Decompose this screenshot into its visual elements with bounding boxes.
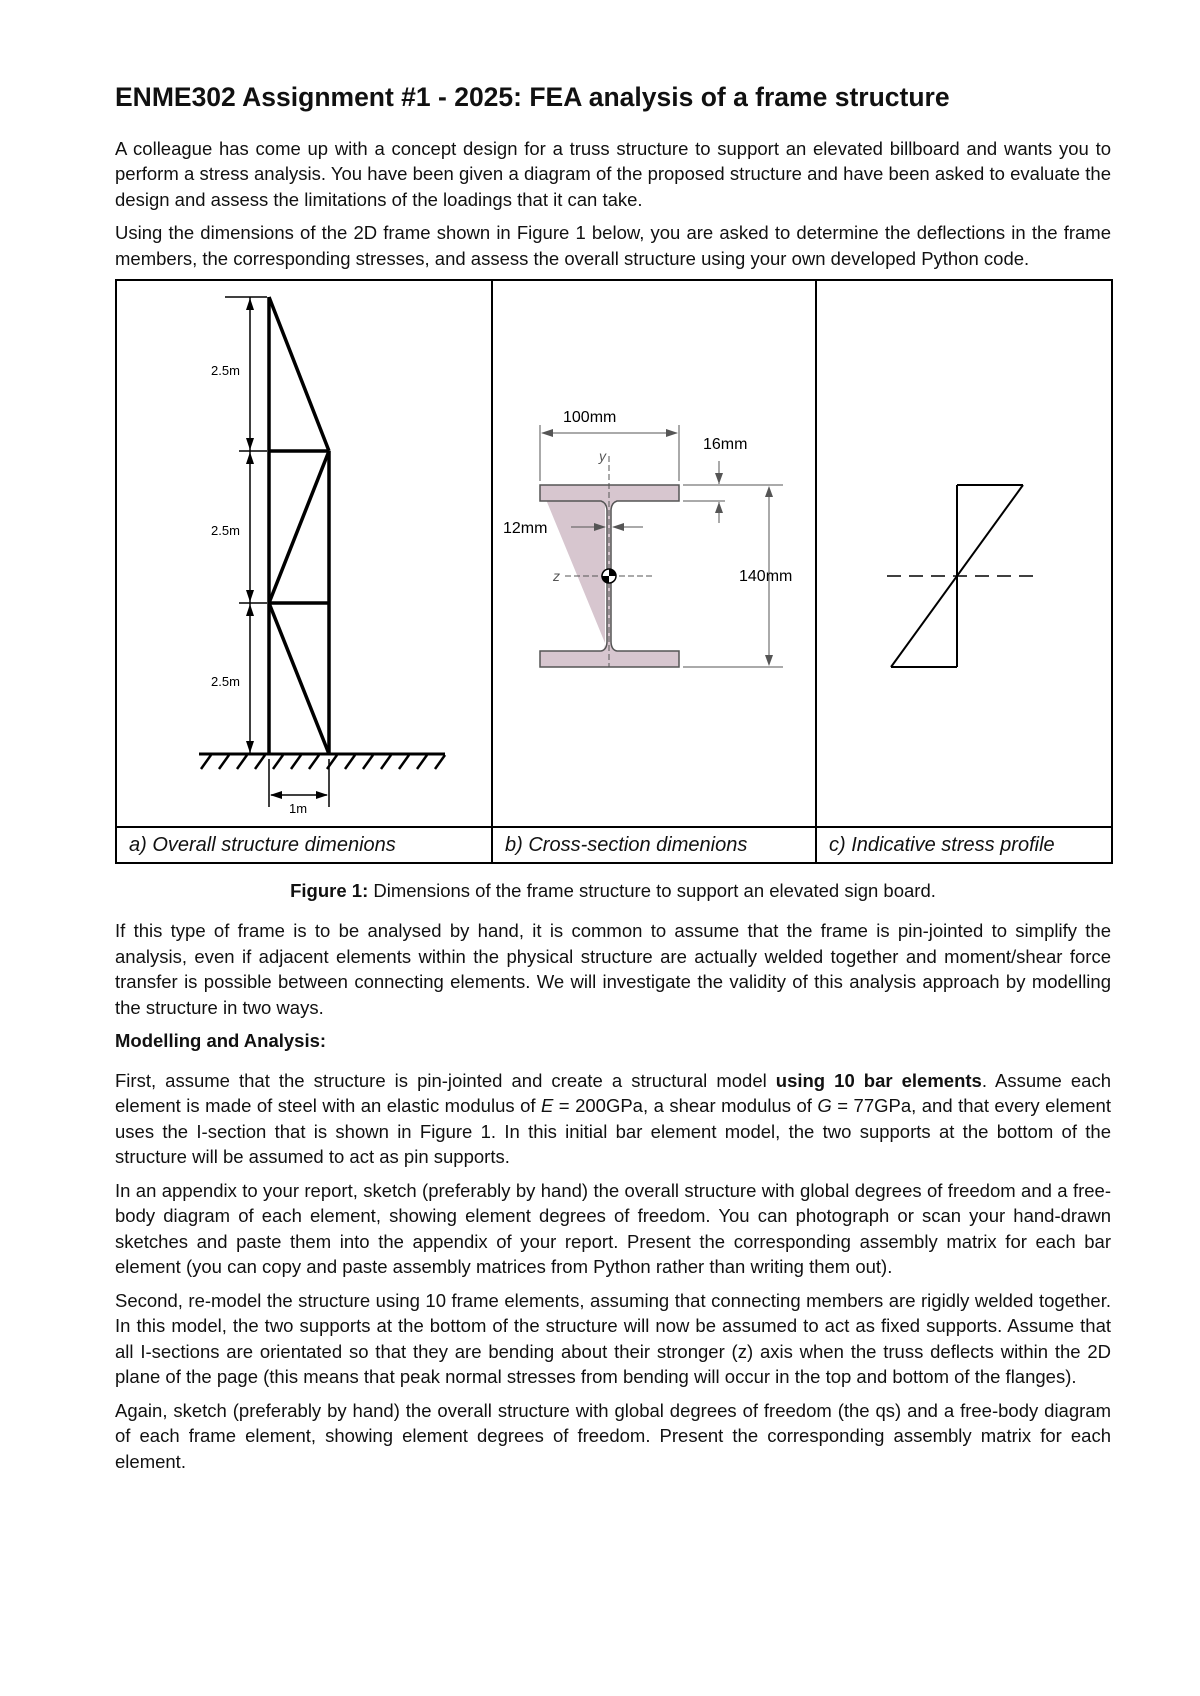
i-section-diagram [493,281,813,826]
intro-paragraph-2: Using the dimensions of the 2D frame shown in Figure 1 below, you are asked to determine the deflections in the frame members, the corresponding stresses, and assess the overall structure using your own developed Python code. [115,222,1111,269]
intro-paragraph-1: A colleague has come up with a concept design for a truss structure to support an elevated billboard and wants you to perform a stress analysis. You have been given a diagram of the proposed structure and have been asked to evaluate the design and assess the limitations of the loadings that it can take. [115,137,1111,210]
panel-b-caption: b) Cross-section dimenions [492,827,816,863]
dim-label-middle: 2.5m [211,523,240,539]
dim-label-bottom: 2.5m [211,674,240,690]
panel-b-cross-section [492,280,816,827]
document-title: ENME302 Assignment #1 - 2025: FEA analysis of a frame structure [115,82,950,112]
figure-caption [115,878,1111,904]
panel-a-structure [116,280,492,827]
symbol-g: G [817,1095,832,1117]
symbol-e: E [540,1095,554,1117]
dim-label-top: 2.5m [211,363,240,379]
panel-a-caption: a) Overall structure dimenions [116,827,492,863]
axis-z-label: z [553,568,560,585]
figure-caption-text: Dimensions of the frame structure to support an elevated sign board. [368,880,936,902]
first-text-c: . Assume each element is made of steel with an elastic modulus of [115,1069,1112,1117]
dim-web-thickness: 12mm [503,520,548,538]
first-model-paragraph [115,1068,1111,1170]
figure-1-table [115,279,1113,864]
axis-y-label: y [599,448,606,465]
dim-flange-thickness: 16mm [703,436,748,454]
panel-c-stress-profile [816,280,1112,827]
dim-flange-width: 100mm [563,409,617,427]
first-text-a: First, assume that the structure is pin-jointed and create a structural model [115,1069,776,1091]
figure-caption-label: Figure 1: [290,880,369,902]
pin-jointed-paragraph: If this type of frame is to be analysed by hand, it is common to assume that the frame is pin-jointed to simplify the analysis, even if adjacent elements within the physical structure are actually welded together and moment/shear force transfer is possible between connecting elements. We will investigate the validity of this analysis approach by modelling the structure in two ways. [115,920,1111,1018]
second-model-paragraph: Second, re-model the structure using 10 frame elements, assuming that connecting members are rigidly welded together. In this model, the two supports at the bottom of the structure will now be assumed to act as fixed supports. Assume that all I-sections are orientated so that they are bending about their stronger (z) axis when the truss deflects within the 2D plane of the page (this means that peak normal stresses from bending will occur in the top and bottom of the flanges). [115,1289,1111,1388]
again-paragraph: Again, sketch (preferably by hand) the overall structure with global degrees of freedom (the qs) and a free-body diagram of each frame element, showing element degrees of freedom. Present the corresponding assembly matrix for each element. [115,1399,1111,1472]
structure-diagram [117,281,489,826]
first-text-e: = 77GPa, and that every element uses the I-section that is shown in Figure 1. In this initial bar element model, the two supports at the bottom of the structure will be assumed to act as pin supports. [115,1095,1111,1168]
panel-c-caption: c) Indicative stress profile [816,827,1112,863]
appendix-paragraph: In an appendix to your report, sketch (preferably by hand) the overall structure with global degrees of freedom and a free-body diagram of each element, showing element degrees of freedom. You can photograph or scan your hand-drawn sketches and paste them into the appendix of your report. Present the corresponding assembly matrix for each bar element (you can copy and paste assembly matrices from Python rather than writing them out). [115,1179,1111,1278]
modelling-heading: Modelling and Analysis: [115,1030,327,1052]
dim-section-height: 140mm [739,568,793,586]
document-page [115,82,1111,1482]
first-text-bold: using 10 bar elements [775,1069,982,1091]
dim-label-width: 1m [289,801,308,817]
first-text-d: = 200GPa, a shear modulus of [553,1095,818,1117]
stress-profile-diagram [817,281,1109,826]
